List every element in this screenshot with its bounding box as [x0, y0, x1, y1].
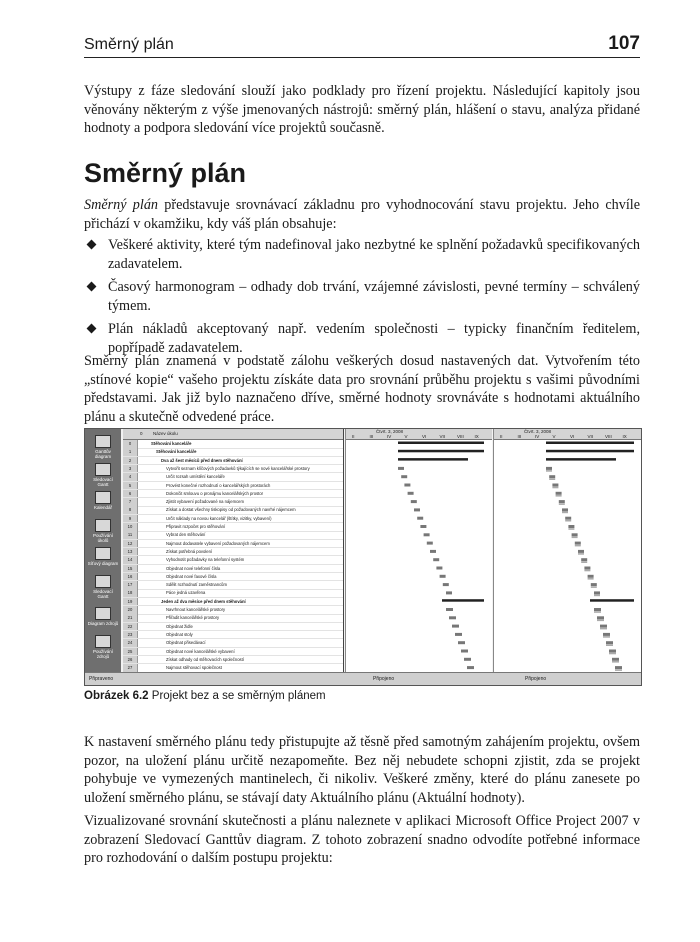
row-id: 17: [123, 581, 138, 589]
row-id: 4: [123, 473, 138, 481]
view-bar-item[interactable]: Kalendář: [87, 491, 119, 510]
info-column-header: 0: [140, 431, 143, 436]
list-item-text: Plán nákladů akceptovaný např. vedením společnosti – typicky finančním ředitelem, popřípadě zadavatelem.: [108, 321, 640, 356]
row-id: 13: [123, 548, 138, 556]
status-text: Připojeno: [525, 676, 547, 682]
table-row[interactable]: [123, 648, 343, 657]
row-id: 9: [123, 515, 138, 523]
task-name[interactable]: Vyhodnotit požadavky na telefonní systém: [166, 557, 245, 563]
list-item: [84, 278, 640, 315]
gantt-bar: [411, 500, 417, 503]
gantt-bar: [398, 442, 484, 445]
task-name[interactable]: Navrhnout kancelářské prostory: [166, 607, 226, 612]
row-id: 7: [123, 498, 138, 506]
task-table-header: [123, 429, 343, 440]
tracking-gantt-icon: [95, 575, 111, 588]
gantt-bar: [594, 608, 601, 613]
row-id: 2: [123, 457, 138, 465]
table-row[interactable]: [123, 614, 343, 623]
row-indicator: [138, 448, 150, 456]
row-indicator: [138, 548, 150, 556]
task-name[interactable]: Jeden až dva měsíce před dnem stěhování: [161, 598, 246, 604]
row-indicator: [138, 614, 150, 622]
row-indicator: [138, 648, 150, 656]
row-id: 25: [123, 648, 138, 656]
task-name[interactable]: Dva až šest měsíců před dnem stěhování: [161, 457, 243, 463]
row-indicator: [138, 506, 150, 514]
caption-label: Obrázek 6.2: [84, 690, 149, 702]
row-indicator: [138, 473, 150, 481]
view-bar-item[interactable]: Diagram zdrojů: [87, 607, 119, 626]
row-id: 8: [123, 506, 138, 514]
gantt-bar: [578, 550, 584, 555]
row-indicator: [138, 556, 150, 564]
row-id: 27: [123, 664, 138, 672]
row-indicator: [138, 490, 150, 498]
diamond-bullet-icon: [87, 282, 97, 292]
task-name[interactable]: Objednat nové faxové čísla: [166, 573, 217, 579]
row-indicator: [138, 498, 150, 506]
task-name[interactable]: Objednat nové kancelářské vybavení: [166, 648, 235, 654]
defined-term: Směrný plán: [84, 197, 159, 213]
gantt-bar: [556, 492, 562, 497]
row-indicator: [138, 598, 150, 606]
table-row[interactable]: [123, 465, 343, 474]
gantt-bar: [588, 575, 594, 580]
row-indicator: [138, 639, 150, 647]
row-id: 19: [123, 598, 138, 606]
table-row[interactable]: [123, 490, 343, 499]
row-id: 0: [123, 440, 138, 448]
row-id: 24: [123, 639, 138, 647]
row-indicator: [138, 482, 150, 490]
table-row[interactable]: [123, 623, 343, 632]
table-row[interactable]: [123, 573, 343, 582]
task-name[interactable]: Určit rozsah umístění kanceláře: [166, 474, 225, 480]
gantt-bar: [464, 658, 471, 661]
row-id: 6: [123, 490, 138, 498]
task-name[interactable]: Získat odhady od stěhovacích společností: [166, 656, 244, 662]
table-row[interactable]: [123, 589, 343, 598]
task-name[interactable]: Objednat nové telefonní čísla: [166, 565, 221, 571]
view-bar-item[interactable]: Používání úkolů: [87, 519, 119, 543]
table-row[interactable]: [123, 656, 343, 665]
gantt-bar: [546, 467, 552, 472]
table-row[interactable]: [123, 531, 343, 540]
row-id: 5: [123, 482, 138, 490]
gantt-bar: [449, 616, 456, 619]
row-id: 12: [123, 540, 138, 548]
table-row[interactable]: [123, 598, 343, 607]
table-row[interactable]: [123, 631, 343, 640]
row-id: 26: [123, 656, 138, 664]
row-id: 16: [123, 573, 138, 581]
resource-graph-icon: [95, 607, 111, 620]
view-bar-item[interactable]: Sledovací Gantt: [87, 575, 119, 599]
view-bar-item[interactable]: Sledovací Gantt: [87, 463, 119, 487]
table-row[interactable]: [123, 606, 343, 615]
gantt-bar: [546, 450, 634, 453]
section-heading: Směrný plán: [84, 158, 247, 188]
view-bar: [85, 429, 121, 685]
resource-usage-icon: [95, 635, 111, 648]
gantt-bar: [565, 517, 571, 522]
gantt-bar: [603, 633, 610, 638]
page-number: 107: [608, 33, 640, 54]
timescale-month: II: [500, 434, 503, 439]
gantt-bar: [594, 591, 600, 596]
table-row[interactable]: [123, 565, 343, 574]
timescale-month: V: [552, 434, 556, 439]
gantt-bar: [591, 583, 597, 588]
task-name[interactable]: Získat a dostat všechny tiskopisy od požadovaných navrhé nájemcem: [166, 507, 296, 513]
timescale-month: III: [517, 434, 522, 439]
view-bar-item[interactable]: Používání zdrojů: [87, 635, 119, 659]
row-id: 14: [123, 556, 138, 564]
gantt-bar: [427, 542, 433, 545]
gantt-bar: [398, 450, 484, 453]
gantt-chart-icon: [95, 435, 111, 448]
gantt-chart-right: [493, 429, 642, 673]
row-id: 3: [123, 465, 138, 473]
row-id: 1: [123, 448, 138, 456]
diamond-bullet-icon: [87, 324, 97, 334]
row-indicator: [138, 565, 150, 573]
row-indicator: [138, 440, 150, 448]
table-row[interactable]: [123, 523, 343, 532]
row-id: 10: [123, 523, 138, 531]
row-indicator: [138, 664, 150, 672]
row-id: 22: [123, 623, 138, 631]
figure-screenshot: [84, 428, 642, 686]
gantt-bar: [436, 567, 442, 570]
gantt-bar: [546, 442, 634, 445]
table-row[interactable]: [123, 473, 343, 482]
timescale-month: V: [404, 434, 408, 439]
timescale-quarter: Čtvrt. 3, 2008: [376, 429, 404, 434]
diamond-bullet-icon: [87, 240, 97, 250]
network-diagram-icon: [95, 547, 111, 560]
caption-text: Projekt bez a se směrným plánem: [148, 690, 326, 702]
definition-text: představuje srovnávací základnu pro vyhodnocování stavu projektu. Jeho chvíle přichází v okamžiku, kdy váš plán obsahuje:: [84, 197, 640, 232]
gantt-bar: [408, 492, 414, 495]
gantt-bar: [443, 583, 449, 586]
timescale-month: VII: [587, 434, 594, 439]
gantt-bar: [404, 484, 410, 487]
row-id: 23: [123, 631, 138, 639]
gantt-bar: [430, 550, 436, 553]
table-row[interactable]: [123, 482, 343, 491]
gantt-bar: [600, 625, 607, 630]
table-row[interactable]: [123, 581, 343, 590]
status-text: Připojeno: [373, 676, 395, 682]
gantt-bar: [552, 484, 558, 489]
gantt-bars: [346, 439, 492, 673]
gantt-bar: [420, 525, 426, 528]
timescale-month: IV: [387, 434, 392, 439]
gantt-bar: [440, 575, 446, 578]
table-row[interactable]: [123, 515, 343, 524]
row-indicator: [138, 589, 150, 597]
gantt-bar: [549, 475, 555, 480]
task-name[interactable]: Dokončit smlouvu o pronájmu kancelářských prostor: [166, 490, 264, 496]
row-indicator: [138, 573, 150, 581]
task-name[interactable]: Páce jedná uzavřena: [166, 590, 206, 596]
task-name[interactable]: Přiřadit kancelářské prostory: [166, 615, 220, 621]
row-indicator: [138, 581, 150, 589]
gantt-bars-baseline: [494, 439, 642, 673]
view-bar-item[interactable]: Síťový diagram: [87, 547, 119, 566]
view-bar-item[interactable]: Ganttův diagram: [87, 435, 119, 459]
gantt-bar: [424, 533, 430, 536]
gantt-bar: [433, 558, 439, 561]
gantt-bar: [546, 458, 616, 461]
row-indicator: [138, 531, 150, 539]
row-indicator: [138, 606, 150, 614]
row-indicator: [138, 465, 150, 473]
timescale-quarter: Čtvrt. 3, 2008: [524, 429, 552, 434]
gantt-bar: [455, 633, 462, 636]
row-indicator: [138, 457, 150, 465]
gantt-bar: [458, 641, 465, 644]
intro-paragraph: Výstupy z fáze sledování slouží jako podklady pro řízení projektu. Následující kapitoly jsou věnovány některým z výše jmenovaných nástrojů: směrný plán, hlášení o stavu, analýza přidané hodnoty a podpora sledování více projektů současně.: [84, 83, 640, 136]
task-name[interactable]: Objednat přisedávací: [166, 640, 206, 646]
table-row[interactable]: [123, 457, 343, 466]
row-id: 11: [123, 531, 138, 539]
timescale-month: IX: [474, 434, 479, 439]
row-id: 18: [123, 589, 138, 597]
gantt-bar: [452, 625, 459, 628]
gantt-bar: [559, 500, 565, 505]
status-bar: [85, 672, 641, 685]
gantt-bar: [446, 608, 453, 611]
task-name[interactable]: Objednat stoly: [166, 631, 193, 637]
gantt-bar: [612, 658, 619, 663]
baseline-paragraph: Směrný plán znamená v podstatě zálohu veškerých dosud nastavených dat. Vytvořením této „stínové kopie“ vašeho projektu získáte data pro srovnání průběhu projektu s vašimi původními představami. Jak již bylo naznačeno dříve, směrné hodnoty srovnáváte s hodnotami aktuálního plánu a skutečně odvedené práce.: [84, 353, 640, 425]
task-name[interactable]: Vytvořit seznam klíčových požadavků týkajících se nové kancelářské prostory: [166, 465, 310, 471]
table-row[interactable]: [123, 506, 343, 515]
task-name[interactable]: Zjistit vybavení požadované na nájemcem: [166, 499, 244, 505]
row-indicator: [138, 540, 150, 548]
gantt-bar: [562, 508, 568, 513]
timescale-month: VII: [439, 434, 446, 439]
task-table: [123, 429, 344, 673]
timescale-month: VIII: [457, 434, 464, 439]
paragraph-3: K nastavení směrného plánu tedy přistupujte až těsně před samotným zahájením projektu, ovšem pozor, na uložení plánu určitě nezapomeňte. Bez něj nebudete schopni zjistit, zda se projekt pohybuje ve vymezených mantinelech, či nikoliv. Veškeré změny, které do plánu zanesete po uložení směrného plánu, se stávají daty Aktuálního plánu (Aktuální hodnoty).: [84, 734, 640, 806]
status-text: Připraveno: [89, 676, 114, 682]
gantt-bar: [615, 666, 622, 671]
list-item-text: Veškeré aktivity, které tým nadefinoval jako nezbytné ke splnění požadavků specifikovaných zadavatelem.: [108, 237, 640, 272]
table-row[interactable]: [123, 440, 343, 449]
table-row[interactable]: [123, 548, 343, 557]
table-row[interactable]: [123, 639, 343, 648]
header-rule: [84, 57, 640, 58]
task-name[interactable]: Provést konečné rozhodnutí o kancelářských prostorách: [166, 482, 271, 488]
running-head-title: Směrný plán: [84, 36, 174, 53]
task-name[interactable]: Vybrat den stěhování: [166, 532, 206, 538]
row-indicator: [138, 523, 150, 531]
task-name-column-header[interactable]: Název úkolu: [153, 431, 178, 436]
list-item-text: Časový harmonogram – odhady dob trvání, vzájemné závislosti, pevné termíny – schválený týmem.: [108, 279, 640, 314]
table-row[interactable]: [123, 540, 343, 549]
gantt-bar: [442, 599, 484, 602]
table-row[interactable]: [123, 448, 343, 457]
gantt-bar: [446, 591, 452, 594]
row-indicator: [138, 515, 150, 523]
gantt-bar: [572, 533, 578, 538]
running-head: [84, 33, 640, 57]
timescale-month: VIII: [605, 434, 612, 439]
task-usage-icon: [95, 519, 111, 532]
row-id: 15: [123, 565, 138, 573]
task-name[interactable]: Určit náklady na novou kancelář (štítky, vizitky, vybavení): [166, 515, 272, 521]
timescale-month: VI: [570, 434, 575, 439]
gantt-bar: [575, 542, 581, 547]
row-id: 20: [123, 606, 138, 614]
timescale-month: II: [352, 434, 355, 439]
figure-caption: [84, 690, 326, 702]
gantt-chart-left: [345, 429, 492, 673]
gantt-bar: [461, 650, 468, 653]
row-id: 21: [123, 614, 138, 622]
timescale-month: VI: [422, 434, 427, 439]
timescale-month: III: [369, 434, 374, 439]
paragraph-4: Vizualizované srovnání skutečnosti a plánu naleznete v aplikaci Microsoft Office Project 2007 v zobrazení Sledovací Ganttův diagram. Z tohoto zobrazení snadno odvodíte potřebné informace pro rozhodování o dalším postupu projektu:: [84, 813, 640, 866]
tracking-gantt-icon: [95, 463, 111, 476]
list-item: [84, 236, 640, 273]
gantt-bar: [398, 458, 468, 461]
gantt-bar: [590, 599, 634, 602]
definition-paragraph: [84, 196, 640, 233]
task-name[interactable]: Získat potřebná povolení: [166, 548, 213, 554]
row-indicator: [138, 623, 150, 631]
gantt-bar: [606, 641, 613, 646]
task-name[interactable]: Stěhování kanceláře: [156, 449, 197, 455]
gantt-bar: [467, 666, 474, 669]
table-row[interactable]: [123, 556, 343, 565]
gantt-bar: [584, 567, 590, 572]
gantt-bar: [417, 517, 423, 520]
gantt-bar: [597, 616, 604, 621]
task-name[interactable]: Sdělit rozhodnutí zaměstnancům: [166, 582, 227, 588]
gantt-bar: [581, 558, 587, 563]
gantt-bar: [609, 650, 616, 655]
calendar-icon: [95, 491, 111, 504]
gantt-bar: [414, 508, 420, 511]
task-name[interactable]: Připravit rozpočet pro stěhování: [166, 524, 226, 529]
task-name[interactable]: Najmout stěhovací společnost: [166, 665, 222, 671]
gantt-bar: [398, 467, 404, 470]
timescale-month: IX: [622, 434, 627, 439]
gantt-bar: [568, 525, 574, 530]
table-row[interactable]: [123, 498, 343, 507]
timescale-month: IV: [535, 434, 540, 439]
gantt-bar: [401, 475, 407, 478]
task-name[interactable]: Stěhování kanceláře: [151, 441, 192, 446]
task-name[interactable]: Najmout dodavatele vybavení požadovaných nájemcem: [166, 540, 270, 546]
requirements-list: [84, 236, 640, 362]
task-name[interactable]: Objednat židle: [166, 623, 193, 629]
row-indicator: [138, 631, 150, 639]
row-indicator: [138, 656, 150, 664]
